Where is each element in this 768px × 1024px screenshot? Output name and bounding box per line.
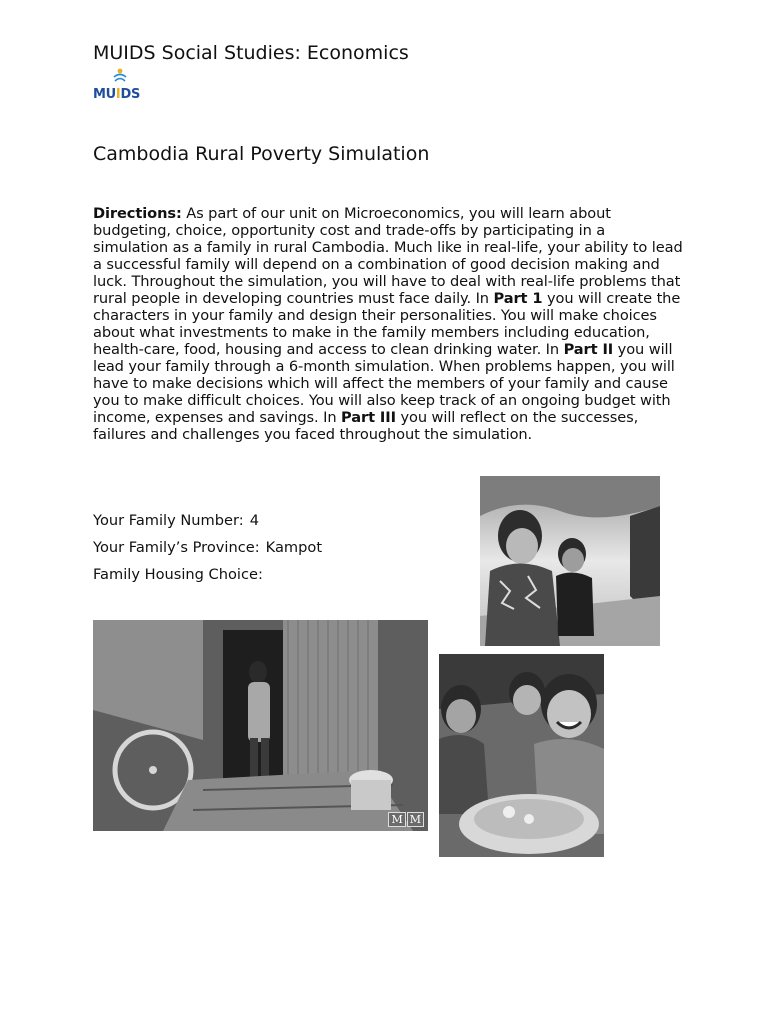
family-housing-label: Family Housing Choice: xyxy=(93,566,263,583)
course-title: MUIDS Social Studies: Economics xyxy=(93,42,409,64)
part2-label: Part II xyxy=(563,341,614,358)
muids-logo xyxy=(93,68,143,106)
part1-label: Part 1 xyxy=(493,290,543,307)
directions-paragraph: Directions: As part of our unit on Microeconomics, you will learn about budgeting, choice, opportunity cost and trade-offs by participating in a simulation as a family in rural Cambodia. Much like in real-life, your ability to lead a successful family will depend on a combination of good decision making and luck. Throughout the simulation, you will have to deal with real-life problems that rural people in developing countries must face daily. In Part 1 you will create the characters in your family and design their personalities. You will make choices about what investments to make in the family members including education, health-care, food, housing and access to clean drinking water. In Part II you will lead your family through a 6-month simulation. When problems happen, you will have to make decisions which will affect the members of your family and cause you to make difficult choices. You will also keep track of an ongoing budget with income, expenses and savings. In Part III you will reflect on the successes, failures and challenges you faced throughout the simulation. xyxy=(93,205,683,443)
logo-text: MUIDS xyxy=(93,87,141,102)
family-number-value: 4 xyxy=(249,512,259,529)
document-title: Cambodia Rural Poverty Simulation xyxy=(93,143,430,165)
family-province-label: Your Family’s Province: xyxy=(93,539,260,556)
photo-girl-shack xyxy=(93,620,428,831)
family-province-value: Kampot xyxy=(265,539,323,556)
family-number-row xyxy=(93,512,259,530)
photo-children-water xyxy=(439,654,604,857)
photo-watermark: M M xyxy=(388,812,424,827)
family-housing-row xyxy=(93,566,269,584)
logo-emblem-icon xyxy=(112,68,128,88)
family-number-label: Your Family Number: xyxy=(93,512,244,529)
directions-label: Directions: xyxy=(93,205,182,222)
part3-label: Part III xyxy=(341,409,396,426)
photo-children-road xyxy=(480,476,660,646)
family-province-row xyxy=(93,539,322,557)
